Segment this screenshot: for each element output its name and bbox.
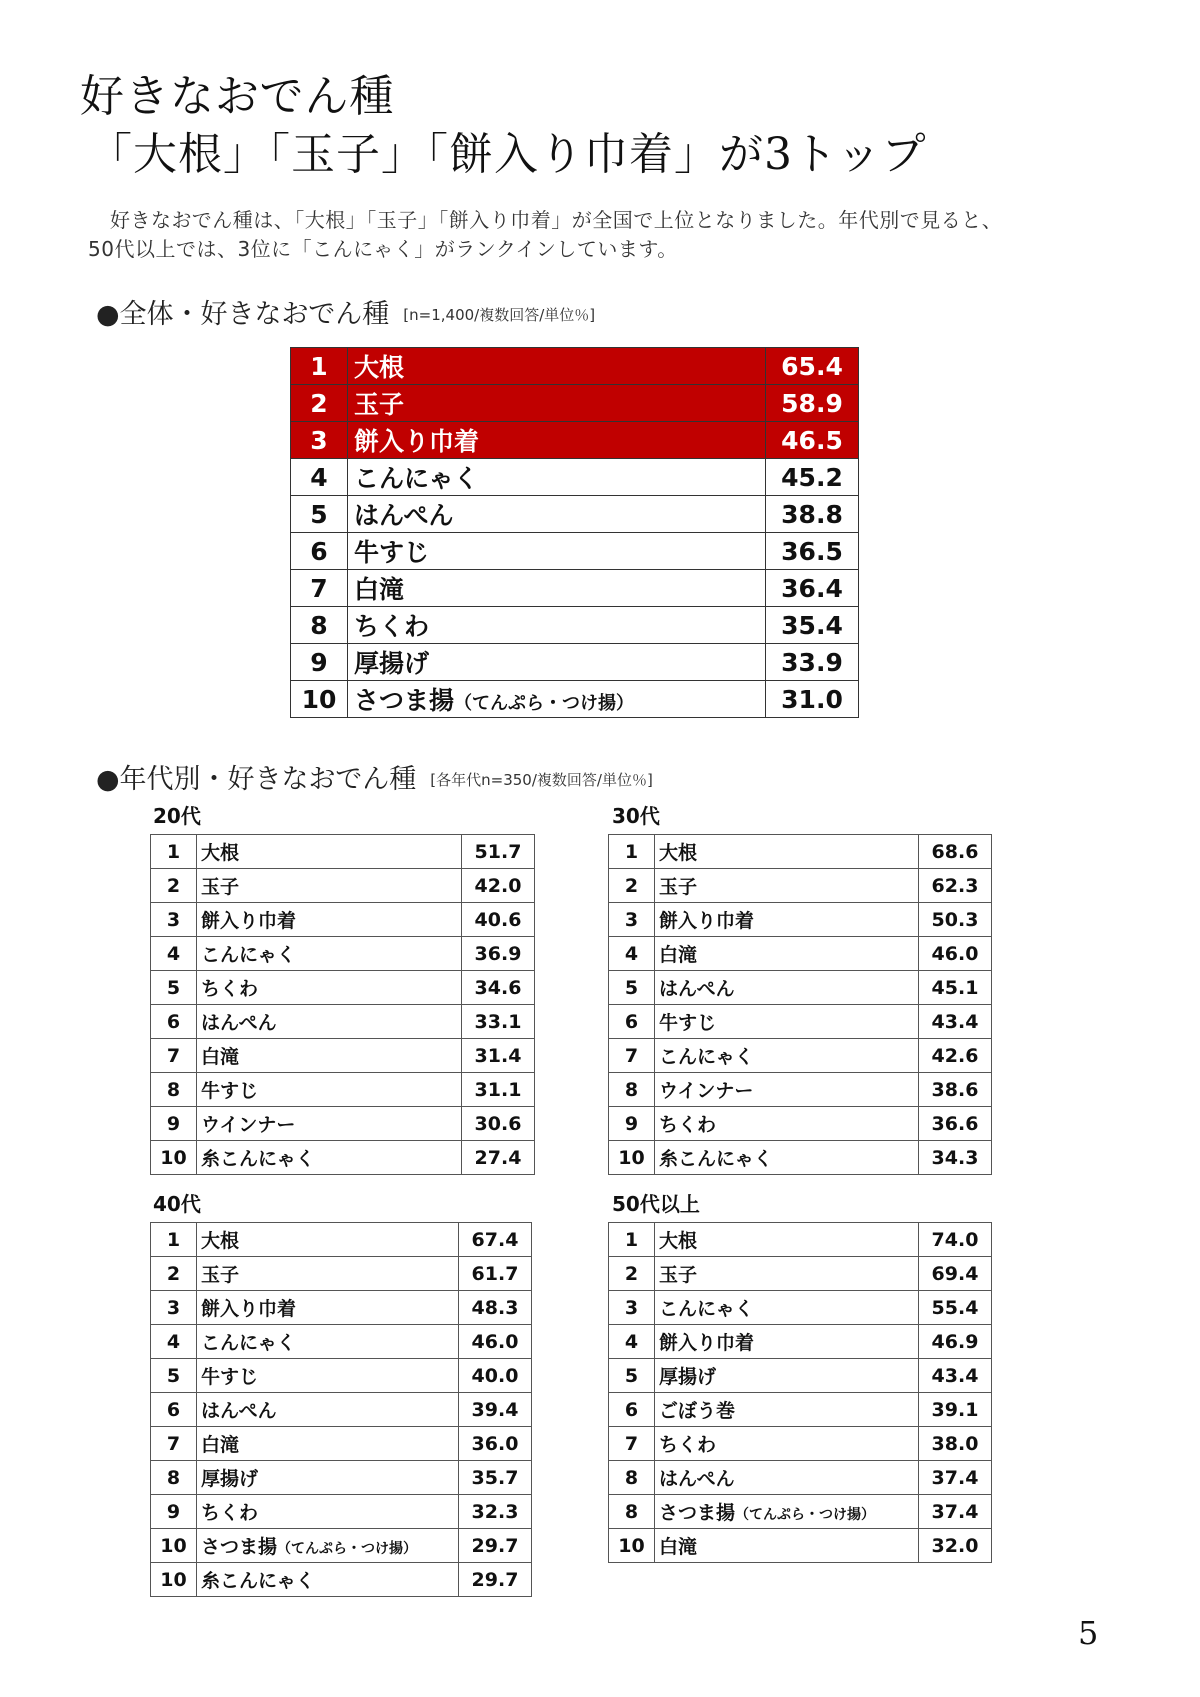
rank-cell: 8 (151, 1073, 197, 1107)
rank-cell: 8 (291, 607, 348, 644)
table-row (291, 533, 859, 570)
table-row (609, 835, 992, 869)
table-row (151, 1141, 535, 1175)
item-name-cell (197, 1291, 459, 1325)
item-name: ちくわ (201, 978, 259, 1000)
item-name: ごぼう巻 (659, 1400, 736, 1422)
item-name-cell (655, 1005, 919, 1039)
rank-cell: 2 (151, 1257, 197, 1291)
percentage-cell: 40.6 (462, 903, 535, 937)
percentage-cell: 35.4 (766, 607, 859, 644)
percentage-cell: 39.4 (459, 1393, 532, 1427)
percentage-cell: 62.3 (919, 869, 992, 903)
table-row (291, 570, 859, 607)
rank-cell: 3 (291, 422, 348, 459)
rank-cell: 8 (609, 1073, 655, 1107)
percentage-cell: 29.7 (459, 1529, 532, 1563)
table-row (151, 1073, 535, 1107)
table-row (609, 1257, 992, 1291)
item-name-cell (655, 1495, 919, 1529)
rank-cell: 7 (609, 1427, 655, 1461)
rank-cell: 8 (151, 1461, 197, 1495)
rank-cell: 10 (609, 1141, 655, 1175)
percentage-cell: 36.0 (459, 1427, 532, 1461)
item-name: 餅入り巾着 (201, 910, 297, 932)
percentage-cell: 45.1 (919, 971, 992, 1005)
percentage-cell: 33.1 (462, 1005, 535, 1039)
percentage-cell: 33.9 (766, 644, 859, 681)
item-name-cell (655, 1529, 919, 1563)
table-row (151, 869, 535, 903)
table-row (151, 1359, 532, 1393)
item-name: 牛すじ (659, 1012, 717, 1034)
rank-cell: 2 (291, 385, 348, 422)
table-row (609, 1495, 992, 1529)
overall-heading-text: ●全体・好きなおでん種 (96, 299, 390, 330)
percentage-cell: 45.2 (766, 459, 859, 496)
percentage-cell: 61.7 (459, 1257, 532, 1291)
rank-cell: 1 (291, 348, 348, 385)
overall-heading-note: [n=1,400/複数回答/単位％] (403, 306, 596, 324)
table-row (609, 903, 992, 937)
percentage-cell: 42.6 (919, 1039, 992, 1073)
item-name: 玉子 (354, 390, 405, 419)
table-row (609, 869, 992, 903)
table-row (151, 971, 535, 1005)
item-name-cell (197, 1427, 459, 1461)
rank-cell: 8 (609, 1495, 655, 1529)
table-row (151, 835, 535, 869)
item-name: 大根 (354, 353, 405, 382)
item-name: 大根 (201, 842, 240, 864)
table-row (609, 1005, 992, 1039)
age-label-40s: 40代 (153, 1192, 201, 1216)
item-name-cell (655, 1427, 919, 1461)
item-name: はんぺん (354, 501, 454, 530)
item-name: 玉子 (659, 876, 698, 898)
percentage-cell: 46.0 (459, 1325, 532, 1359)
item-name: はんぺん (659, 1468, 735, 1490)
item-name: はんぺん (201, 1012, 277, 1034)
rank-cell: 3 (609, 1291, 655, 1325)
rank-cell: 4 (291, 459, 348, 496)
item-name: こんにゃく (354, 464, 479, 493)
item-name: 大根 (659, 1230, 698, 1252)
item-name-cell (655, 1073, 919, 1107)
table-row (151, 1563, 532, 1597)
item-name: 糸こんにゃく (201, 1148, 315, 1170)
item-name-cell (197, 1461, 459, 1495)
item-name-cell (348, 459, 766, 496)
item-name-cell (197, 1359, 459, 1393)
rank-cell: 1 (151, 835, 197, 869)
percentage-cell: 65.4 (766, 348, 859, 385)
rank-cell: 6 (291, 533, 348, 570)
rank-cell: 4 (609, 1325, 655, 1359)
by-age-section-heading (96, 757, 653, 796)
age-label-30s: 30代 (612, 804, 660, 828)
rank-cell: 6 (609, 1005, 655, 1039)
item-name-cell (348, 533, 766, 570)
item-name-cell (655, 937, 919, 971)
item-name-cell (197, 1325, 459, 1359)
rank-cell: 8 (609, 1461, 655, 1495)
table-row (291, 644, 859, 681)
item-name: 玉子 (201, 876, 240, 898)
percentage-cell: 40.0 (459, 1359, 532, 1393)
percentage-cell: 42.0 (462, 869, 535, 903)
item-name-cell (655, 835, 919, 869)
percentage-cell: 51.7 (462, 835, 535, 869)
rank-cell: 10 (151, 1529, 197, 1563)
intro-line-2: 50代以上では、3位に「こんにゃく」がランクインしています。 (88, 237, 678, 261)
item-name: こんにゃく (201, 944, 296, 966)
percentage-cell: 27.4 (462, 1141, 535, 1175)
item-name-cell (197, 903, 462, 937)
table-row (151, 1223, 532, 1257)
table-row (151, 937, 535, 971)
rank-cell: 4 (151, 937, 197, 971)
table-row (151, 1291, 532, 1325)
item-name-cell (197, 1495, 459, 1529)
table-row (609, 1291, 992, 1325)
table-row (151, 1107, 535, 1141)
item-name-cell (655, 1257, 919, 1291)
item-name-cell (348, 570, 766, 607)
rank-cell: 6 (609, 1393, 655, 1427)
table-row (151, 1427, 532, 1461)
percentage-cell: 74.0 (919, 1223, 992, 1257)
item-name-note: （てんぷら・つけ揚） (454, 693, 635, 714)
item-name: ちくわ (659, 1114, 717, 1136)
item-name-cell (348, 496, 766, 533)
item-name: 白滝 (659, 944, 698, 966)
item-name-cell (655, 1291, 919, 1325)
rank-cell: 3 (151, 1291, 197, 1325)
table-row (291, 607, 859, 644)
item-name-note: （てんぷら・つけ揚） (277, 1541, 418, 1557)
rank-cell: 7 (151, 1427, 197, 1461)
item-name: 餅入り巾着 (659, 1332, 755, 1354)
age-table-40s (150, 1222, 532, 1597)
item-name: 厚揚げ (354, 649, 430, 678)
item-name: こんにゃく (659, 1298, 754, 1320)
age-label-20s: 20代 (153, 804, 201, 828)
rank-cell: 2 (609, 1257, 655, 1291)
rank-cell: 10 (151, 1141, 197, 1175)
item-name-cell (197, 1257, 459, 1291)
item-name-cell (348, 348, 766, 385)
rank-cell: 9 (151, 1495, 197, 1529)
rank-cell: 9 (291, 644, 348, 681)
age-table-20s (150, 834, 535, 1175)
table-row (291, 496, 859, 533)
rank-cell: 7 (609, 1039, 655, 1073)
percentage-cell: 43.4 (919, 1359, 992, 1393)
intro-line-1: 好きなおでん種は、「大根」「玉子」「餅入り巾着」が全国で上位となりました。年代別で見ると、 (110, 208, 1003, 232)
table-row (151, 1257, 532, 1291)
item-name: 大根 (659, 842, 698, 864)
table-row (609, 1107, 992, 1141)
overall-ranking-table (290, 347, 859, 718)
rank-cell: 5 (291, 496, 348, 533)
page-number: 5 (1078, 1614, 1099, 1652)
item-name: ウインナー (659, 1080, 754, 1102)
percentage-cell: 36.5 (766, 533, 859, 570)
item-name-cell (197, 1563, 459, 1597)
percentage-cell: 38.6 (919, 1073, 992, 1107)
rank-cell: 2 (151, 869, 197, 903)
percentage-cell: 37.4 (919, 1461, 992, 1495)
percentage-cell: 29.7 (459, 1563, 532, 1597)
table-row (609, 1039, 992, 1073)
percentage-cell: 46.5 (766, 422, 859, 459)
item-name: 餅入り巾着 (354, 427, 480, 456)
percentage-cell: 69.4 (919, 1257, 992, 1291)
table-row (151, 1529, 532, 1563)
age-table-30s (608, 834, 992, 1175)
item-name: 厚揚げ (659, 1366, 717, 1388)
rank-cell: 3 (609, 903, 655, 937)
rank-cell: 1 (151, 1223, 197, 1257)
percentage-cell: 46.9 (919, 1325, 992, 1359)
rank-cell: 6 (151, 1005, 197, 1039)
percentage-cell: 37.4 (919, 1495, 992, 1529)
item-name-cell (655, 1325, 919, 1359)
percentage-cell: 30.6 (462, 1107, 535, 1141)
table-row (151, 1039, 535, 1073)
item-name: 餅入り巾着 (201, 1298, 297, 1320)
percentage-cell: 43.4 (919, 1005, 992, 1039)
table-row (291, 385, 859, 422)
title-line-2: 「大根」「玉子」「餅入り巾着」が3トップ (88, 129, 927, 180)
item-name: さつま揚 (201, 1536, 278, 1558)
percentage-cell: 39.1 (919, 1393, 992, 1427)
percentage-cell: 34.3 (919, 1141, 992, 1175)
percentage-cell: 31.0 (766, 681, 859, 718)
item-name: 白滝 (201, 1434, 240, 1456)
percentage-cell: 36.4 (766, 570, 859, 607)
rank-cell: 1 (609, 835, 655, 869)
item-name-cell (655, 1141, 919, 1175)
table-row (609, 1359, 992, 1393)
item-name: ちくわ (354, 612, 430, 641)
table-row (151, 1461, 532, 1495)
item-name-cell (655, 1223, 919, 1257)
item-name-cell (197, 1393, 459, 1427)
overall-section-heading (96, 292, 595, 331)
item-name: ちくわ (201, 1502, 259, 1524)
rank-cell: 1 (609, 1223, 655, 1257)
table-row (609, 971, 992, 1005)
item-name-cell (197, 937, 462, 971)
rank-cell: 9 (609, 1107, 655, 1141)
percentage-cell: 31.4 (462, 1039, 535, 1073)
item-name: 玉子 (201, 1264, 240, 1286)
table-row (291, 422, 859, 459)
item-name-cell (348, 422, 766, 459)
rank-cell: 6 (151, 1393, 197, 1427)
item-name: 白滝 (201, 1046, 240, 1068)
rank-cell: 9 (151, 1107, 197, 1141)
item-name: 牛すじ (201, 1080, 259, 1102)
rank-cell: 5 (151, 971, 197, 1005)
item-name-cell (348, 681, 766, 718)
item-name: ちくわ (659, 1434, 717, 1456)
item-name-cell (197, 971, 462, 1005)
item-name: 餅入り巾着 (659, 910, 755, 932)
item-name-cell (348, 644, 766, 681)
item-name: 大根 (201, 1230, 240, 1252)
item-name-cell (655, 971, 919, 1005)
percentage-cell: 48.3 (459, 1291, 532, 1325)
item-name-cell (197, 1005, 462, 1039)
table-row (151, 1005, 535, 1039)
percentage-cell: 32.0 (919, 1529, 992, 1563)
item-name-cell (197, 1223, 459, 1257)
percentage-cell: 36.6 (919, 1107, 992, 1141)
table-row (291, 348, 859, 385)
rank-cell: 5 (609, 971, 655, 1005)
item-name: さつま揚 (354, 686, 455, 715)
table-row (609, 1427, 992, 1461)
rank-cell: 4 (609, 937, 655, 971)
item-name: さつま揚 (659, 1502, 736, 1524)
rank-cell: 10 (291, 681, 348, 718)
item-name: こんにゃく (659, 1046, 754, 1068)
item-name-note: （てんぷら・つけ揚） (735, 1507, 876, 1523)
item-name: 白滝 (354, 575, 405, 604)
item-name-cell (655, 1039, 919, 1073)
percentage-cell: 31.1 (462, 1073, 535, 1107)
table-row (609, 1325, 992, 1359)
item-name: 厚揚げ (201, 1468, 259, 1490)
item-name: 糸こんにゃく (659, 1148, 773, 1170)
percentage-cell: 38.0 (919, 1427, 992, 1461)
table-row (151, 903, 535, 937)
percentage-cell: 68.6 (919, 835, 992, 869)
rank-cell: 10 (151, 1563, 197, 1597)
item-name-cell (655, 1461, 919, 1495)
percentage-cell: 35.7 (459, 1461, 532, 1495)
rank-cell: 7 (291, 570, 348, 607)
table-row (609, 937, 992, 971)
item-name-cell (655, 1393, 919, 1427)
item-name-cell (197, 1141, 462, 1175)
percentage-cell: 50.3 (919, 903, 992, 937)
rank-cell: 10 (609, 1529, 655, 1563)
rank-cell: 2 (609, 869, 655, 903)
item-name: 白滝 (659, 1536, 698, 1558)
table-row (609, 1141, 992, 1175)
page-title (80, 68, 927, 184)
item-name-cell (655, 903, 919, 937)
table-row (609, 1529, 992, 1563)
item-name: 牛すじ (201, 1366, 259, 1388)
item-name-cell (655, 1359, 919, 1393)
table-row (151, 1393, 532, 1427)
item-name-cell (655, 1107, 919, 1141)
table-row (151, 1325, 532, 1359)
table-row (609, 1461, 992, 1495)
rank-cell: 3 (151, 903, 197, 937)
title-line-1: 好きなおでん種 (80, 71, 395, 122)
item-name: はんぺん (659, 978, 735, 1000)
table-row (151, 1495, 532, 1529)
table-row (291, 681, 859, 718)
table-row (609, 1223, 992, 1257)
intro-paragraph (88, 206, 1128, 264)
age-label-50s-plus: 50代以上 (612, 1192, 700, 1216)
item-name-cell (197, 1073, 462, 1107)
table-row (609, 1393, 992, 1427)
item-name-cell (197, 869, 462, 903)
item-name-cell (197, 1529, 459, 1563)
percentage-cell: 67.4 (459, 1223, 532, 1257)
item-name-cell (655, 869, 919, 903)
item-name-cell (348, 385, 766, 422)
percentage-cell: 46.0 (919, 937, 992, 971)
percentage-cell: 32.3 (459, 1495, 532, 1529)
rank-cell: 5 (151, 1359, 197, 1393)
table-row (291, 459, 859, 496)
item-name: こんにゃく (201, 1332, 296, 1354)
item-name: 糸こんにゃく (201, 1570, 315, 1592)
item-name-cell (197, 1107, 462, 1141)
percentage-cell: 36.9 (462, 937, 535, 971)
rank-cell: 5 (609, 1359, 655, 1393)
item-name: ウインナー (201, 1114, 296, 1136)
item-name: 玉子 (659, 1264, 698, 1286)
by-age-heading-text: ●年代別・好きなおでん種 (96, 764, 417, 795)
item-name-cell (197, 835, 462, 869)
item-name: 牛すじ (354, 538, 430, 567)
percentage-cell: 55.4 (919, 1291, 992, 1325)
item-name-cell (197, 1039, 462, 1073)
age-table-50s-plus (608, 1222, 992, 1563)
rank-cell: 4 (151, 1325, 197, 1359)
percentage-cell: 58.9 (766, 385, 859, 422)
table-row (609, 1073, 992, 1107)
rank-cell: 7 (151, 1039, 197, 1073)
item-name-cell (348, 607, 766, 644)
item-name: はんぺん (201, 1400, 277, 1422)
percentage-cell: 34.6 (462, 971, 535, 1005)
percentage-cell: 38.8 (766, 496, 859, 533)
by-age-heading-note: [各年代n=350/複数回答/単位％] (430, 771, 653, 789)
